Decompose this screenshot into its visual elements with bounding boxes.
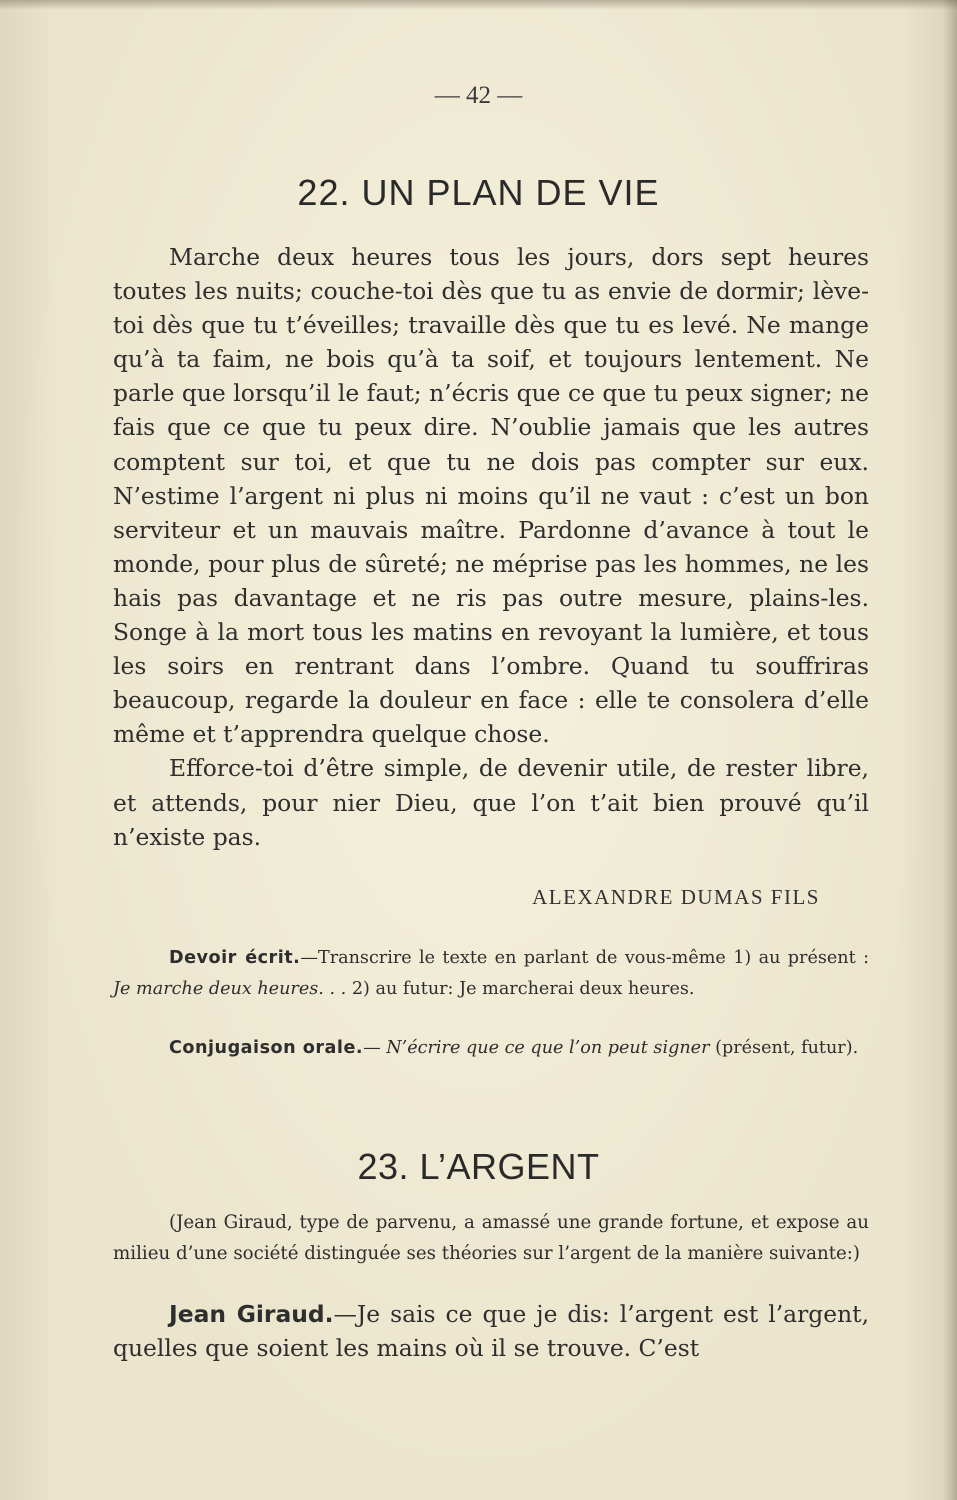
page-top-shadow (0, 0, 957, 10)
plan-de-vie-text (113, 240, 869, 854)
plan-de-vie-paragraph-1: Marche deux heures tous les jours, dors sept heures toutes les nuits; couche-toi dès que tu as envie de dormir; lève-toi dès que tu t’éveilles; travaille dès que tu es levé. Ne mange qu’à ta faim, ne bois qu’à ta soif, et toujours lentement. Ne parle que lorsqu’il le faut; n’écris que ce que tu peux signer; ne fais que ce que tu peux dire. N’oublie jamais que les autres comptent sur toi, et que tu ne dois pas compter sur eux. N’estime l’argent ni plus ni moins qu’il ne vaut : c’est un bon serviteur et un mauvais maître. Pardonne d’avance à tout le monde, pour plus de sûreté; ne méprise pas les hommes, ne les hais pas davantage et ne ris pas outre mesure, plains-les. Songe à la mort tous les matins en revoyant la lumière, et tous les soirs en rentrant dans l’ombre. Quand tu souffriras beaucoup, regarde la douleur en face : elle te consolera d’elle même et t’apprendra quelque chose. (113, 243, 869, 749)
conjugaison-example: N’écrire que ce que l’on peut signer (386, 1038, 710, 1058)
devoir-ecrit-example: Je marche deux heures. . . (113, 979, 347, 999)
argent-dialogue (113, 1297, 869, 1365)
argent-intro-paragraph: (Jean Giraud, type de parvenu, a amassé une grande fortune, et expose au milieu d’une société distinguée ses théories sur l’argent de la manière suivante:) (113, 1212, 869, 1264)
devoir-ecrit-paragraph (113, 943, 869, 1005)
devoir-ecrit-exercise (113, 943, 869, 1005)
devoir-ecrit-label: Devoir écrit. (169, 948, 301, 968)
page-right-shadow (943, 0, 957, 1500)
plan-de-vie-paragraph-2: Efforce-toi d’être simple, de devenir utile, de rester libre, et attends, pour nier Dieu, que l’on t’ait bien prouvé qu’il n’existe pas. (113, 754, 869, 851)
argent-intro (113, 1207, 869, 1269)
conjugaison-paragraph (113, 1033, 869, 1064)
speaker-speech: —Je sais ce que je dis: l’argent est l’argent, quelles que soient les mains où il se trouve. C’est (113, 1300, 869, 1363)
argent-dialogue-paragraph (113, 1297, 869, 1365)
author-signature: ALEXANDRE DUMAS FILS (532, 885, 820, 909)
section-title-plan-de-vie: 22. UN PLAN DE VIE (297, 172, 660, 213)
section-title-argent: 23. L’ARGENT (357, 1146, 600, 1187)
conjugaison-tail: (présent, futur). (709, 1038, 859, 1058)
devoir-ecrit-text: —Transcrire le texte en parlant de vous-même 1) au présent : (300, 948, 869, 968)
speaker-name: Jean Giraud. (169, 1300, 334, 1328)
conjugaison-label: Conjugaison orale. (169, 1038, 364, 1058)
conjugaison-exercise (113, 1033, 869, 1064)
page-number: — 42 — (434, 82, 523, 109)
devoir-ecrit-text-2: 2) au futur: Je marcherai deux heures. (346, 979, 695, 999)
conjugaison-dash: — (363, 1038, 387, 1058)
